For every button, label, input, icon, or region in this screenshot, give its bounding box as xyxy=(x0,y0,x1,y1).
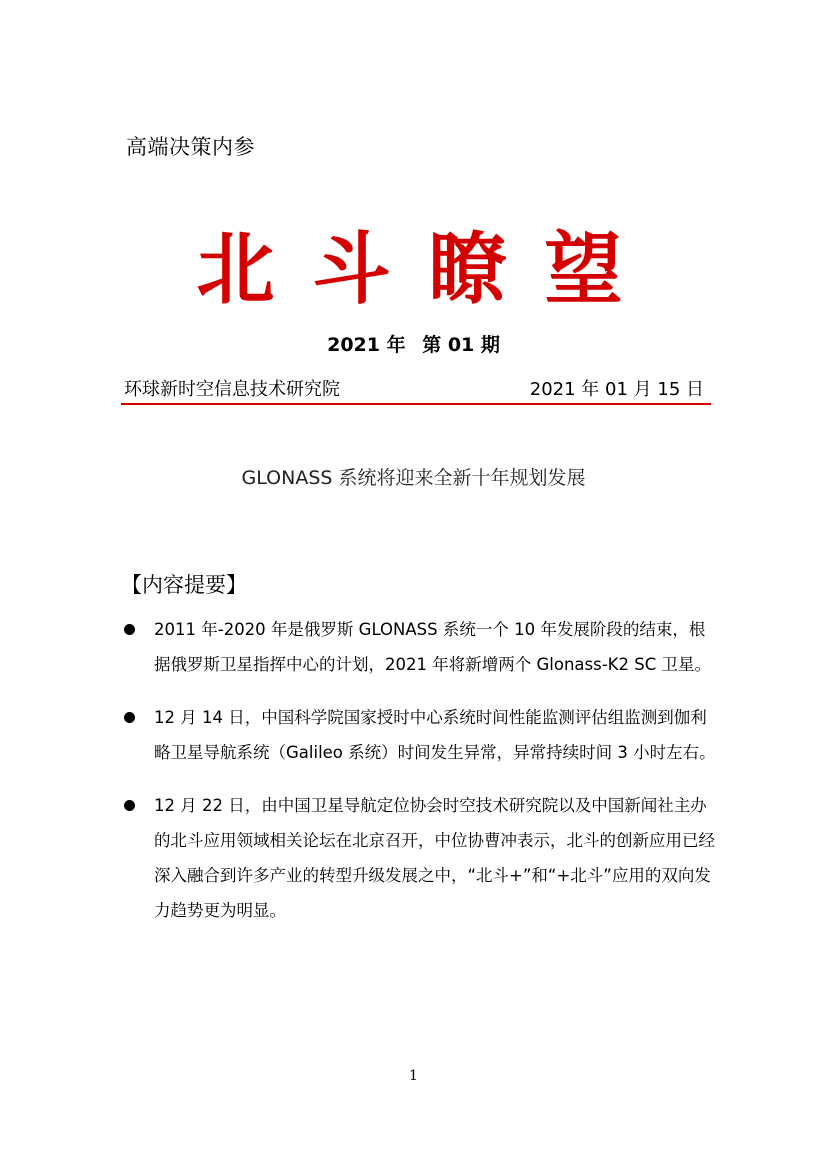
masthead-title: 北斗瞭望 xyxy=(196,224,661,315)
list-item xyxy=(121,612,721,682)
list-item xyxy=(121,700,721,770)
page-number: 1 xyxy=(409,1068,418,1084)
summary-heading: 【内容提要】 xyxy=(121,573,247,597)
publication-date: 2021 年 01 月 15 日 xyxy=(529,379,704,400)
issue-year: 2021 年 xyxy=(327,334,406,356)
list-item-text: 12 月 14 日，中国科学院国家授时中心系统时间性能监测评估组监测到伽利略卫星导航系统（Galileo 系统）时间发生异常，异常持续时间 3 小时左右。 xyxy=(154,708,716,762)
publisher-name: 环球新时空信息技术研究院 xyxy=(124,379,340,400)
list-item xyxy=(121,788,721,928)
series-label: 高端决策内参 xyxy=(126,135,255,159)
article-title: GLONASS 系统将迎来全新十年规划发展 xyxy=(241,467,586,489)
list-item-text: 12 月 22 日，由中国卫星导航定位协会时空技术研究院以及中国新闻社主办的北斗应用领域相关论坛在北京召开，中位协曹冲表示，北斗的创新应用已经深入融合到许多产业的转型升级发展之中，“北斗+”和“+北斗”应用的双向发力趋势更为明显。 xyxy=(154,796,715,920)
bullet-dot-icon xyxy=(124,624,135,635)
issue-number: 第 01 期 xyxy=(422,334,500,356)
summary-list xyxy=(121,612,721,946)
issue-line xyxy=(0,330,827,357)
list-item-text: 2011 年-2020 年是俄罗斯 GLONASS 系统一个 10 年发展阶段的结束，根据俄罗斯卫星指挥中心的计划，2021 年将新增两个 Glonass-K2 SC 卫星。 xyxy=(154,620,711,674)
bullet-dot-icon xyxy=(124,800,135,811)
bullet-dot-icon xyxy=(124,712,135,723)
header-divider xyxy=(121,403,711,405)
